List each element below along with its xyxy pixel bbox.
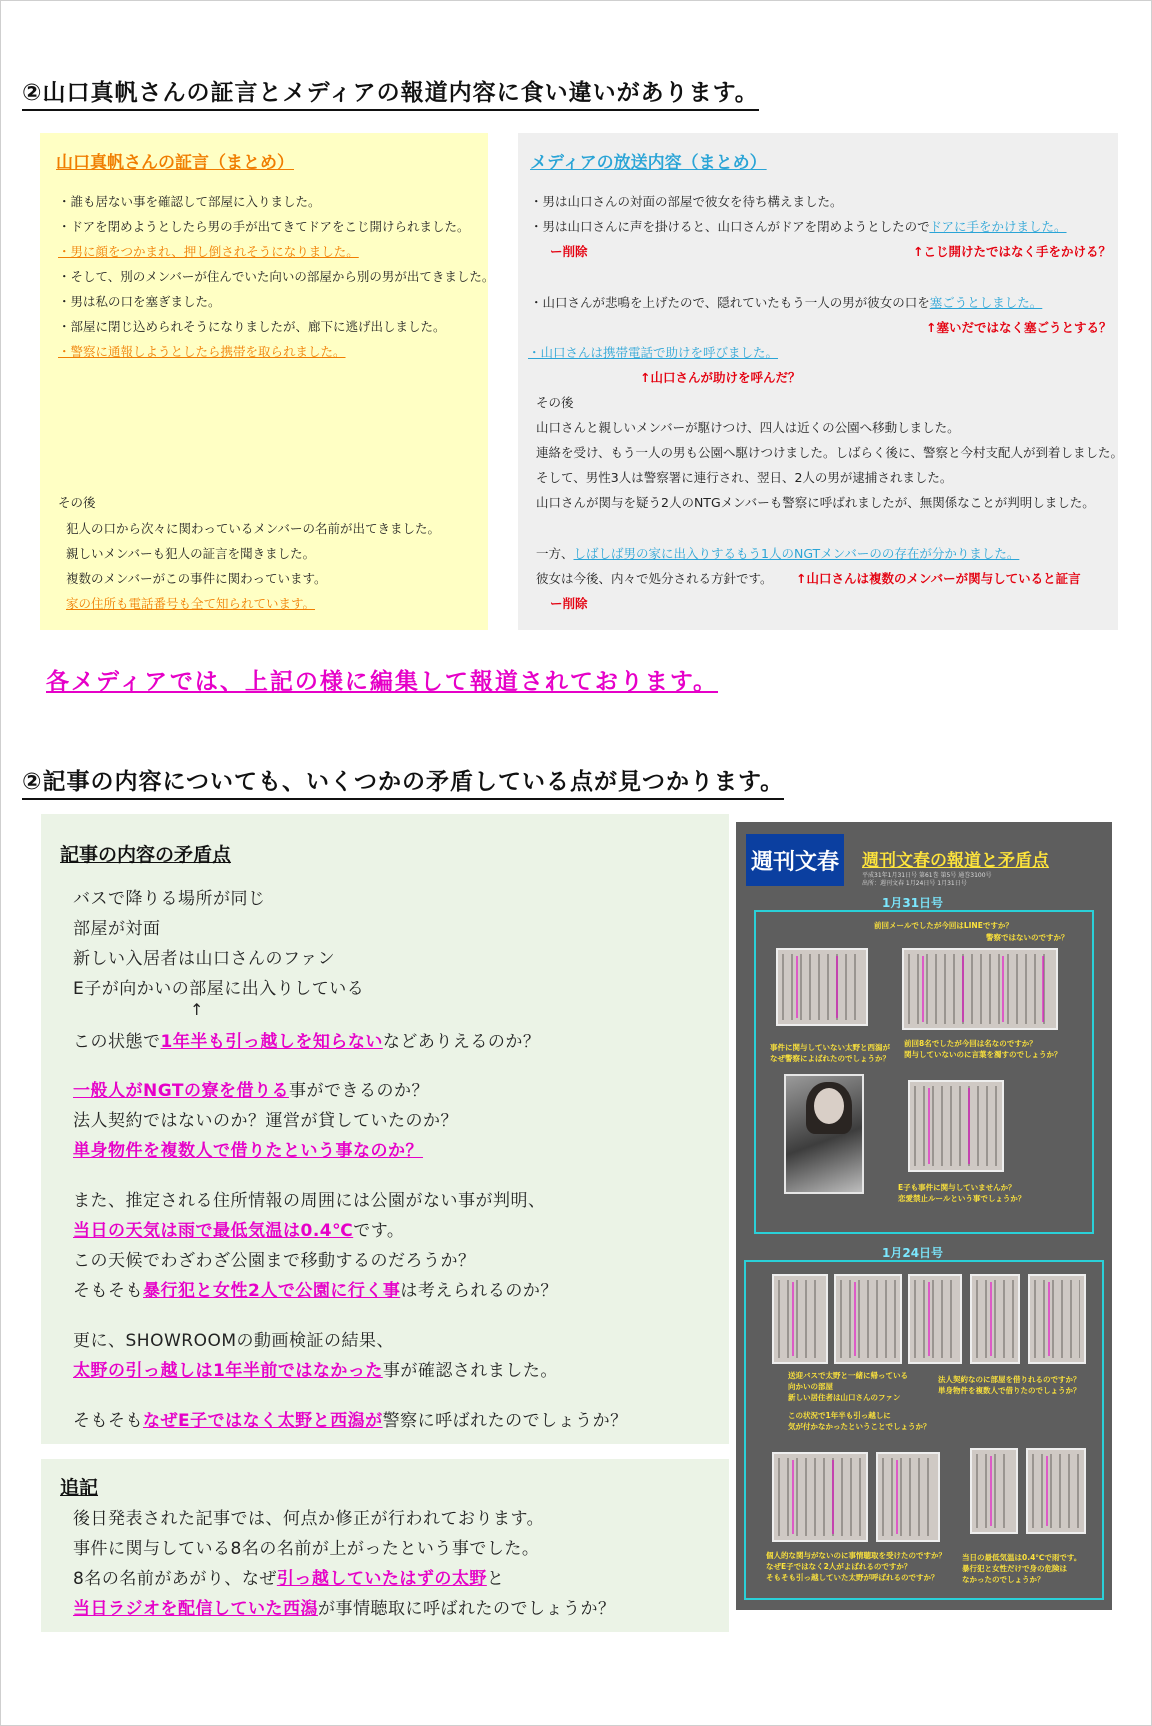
contradiction-line: また、推定される住所情報の周囲には公園がない事が判明、 [73, 1191, 546, 1211]
article-clipping [1026, 1448, 1086, 1534]
addendum-line: 後日発表された記事では、何点か修正が行われております。 [73, 1509, 545, 1529]
contradiction-question: 当日の天気は雨で最低気温は0.4℃です。 [73, 1221, 405, 1241]
collage-annotation: 事件に関与していない太野と西潟が なぜ警察によばれたのでしょうか？ [770, 1043, 890, 1063]
media-question-note: ↑山口さんは複数のメンバーが関与していると証言 [796, 571, 1081, 586]
contradiction-line: 法人契約ではないのか？運営が貸していたのか？ [73, 1111, 458, 1131]
media-after-item: 山口さんが関与を疑う2人のNTGメンバーも警察に呼ばれましたが、無関係なことが判明しました。 [536, 495, 1095, 510]
collage-annotation: 個人的な関与がないのに事情聴取を受けたのですか？ なぜE子ではなく2人がよばれるのですか？ そもそも引っ越していた太野が呼ばれるのですか？ [766, 1551, 946, 1582]
article-clipping [772, 1452, 868, 1542]
addendum-line: 当日ラジオを配信していた西潟が事情聴取に呼ばれたのでしょうか？ [73, 1599, 616, 1619]
media-panel [518, 133, 1124, 630]
media-title: メディアの放送内容（まとめ） [530, 153, 767, 173]
issue-label-0124: 1月24日号 [882, 1246, 944, 1260]
media-delete-note: ー削除 [550, 244, 588, 259]
testimony-after-item-highlight: 家の住所も電話番号も全て知られています。 [66, 596, 316, 611]
member-photo [784, 1074, 864, 1194]
collage-annotation: この状況で1年半も引っ越しに 気が付かなかったということでしょうか？ [788, 1411, 931, 1431]
issue-box-0124 [744, 1260, 1104, 1600]
contradiction-question: 太野の引っ越しは1年半前ではなかった事が確認されました。 [73, 1361, 558, 1381]
collage-annotation: 送迎バスで太野と一緒に帰っている 向かいの部屋 新しい居住者は山口さんのファン [788, 1371, 908, 1402]
testimony-after-item: 複数のメンバーがこの事件に関わっています。 [66, 571, 327, 586]
testimony-item: ・誰も居ない事を確認して部屋に入りました。 [58, 194, 321, 209]
article-clipping [970, 1448, 1018, 1534]
collage-annotation: 当日の最低気温は0.4℃で雨です。 暴行犯と女性だけで身の危険は なかったのでしょうか？ [962, 1553, 1082, 1584]
collage-annotation: 前回メールでしたが今回はLINEですか？ [874, 921, 1013, 930]
contradiction-line: バスで降りる場所が同じ [73, 889, 266, 909]
contradiction-question: そもそも暴行犯と女性2人で公園に行く事は考えられるのか？ [73, 1281, 558, 1301]
collage-annotation: E子も事件に関与していませんか？ 恋愛禁止ルールという事でしょうか？ [898, 1183, 1026, 1203]
issue-label-0131: 1月31日号 [882, 896, 944, 910]
bunshun-collage [736, 822, 1112, 1610]
contradiction-line: この天候でわざわざ公園まで移動するのだろうか？ [73, 1251, 476, 1271]
article-clipping [776, 948, 868, 1026]
summary-statement: 各メディアでは、上記の様に編集して報道されております。 [46, 669, 719, 695]
addendum-title: 追記 [60, 1477, 99, 1499]
media-item: ・男は山口さんに声を掛けると、山口さんがドアを閉めようとしたのでドアに手をかけました。 [530, 219, 1067, 234]
media-item-highlight: ・山口さんは携帯電話で助けを呼びました。 [528, 345, 779, 360]
media-delete-note: ー削除 [550, 596, 588, 611]
issue-box-0131 [754, 910, 1094, 1234]
addendum-line: 事件に関与している8名の名前が上がったという事でした。 [73, 1539, 540, 1559]
contradictions-title: 記事の内容の矛盾点 [60, 844, 232, 866]
testimony-after-label: その後 [58, 495, 96, 510]
contradiction-question: 単身物件を複数人で借りたという事なのか？ [73, 1141, 423, 1161]
article-clipping [1028, 1274, 1086, 1364]
media-item: ・男は山口さんの対面の部屋で彼女を待ち構えました。 [530, 194, 843, 209]
media-question-note: ↑塞いだではなく塞ごうとする？ [926, 320, 1112, 335]
section2-heading: ②記事の内容についても、いくつかの矛盾している点が見つかります。 [22, 763, 784, 800]
testimony-item: ・そして、別のメンバーが住んでいた向いの部屋から別の男が出てきました。 [58, 269, 495, 284]
testimony-item: ・部屋に閉じ込められそうになりましたが、廊下に逃げ出しました。 [58, 319, 446, 334]
collage-annotation: 前回8名でしたが今回は名なのですか？ 関与していないのに言葉を濁すのでしょうか？ [904, 1039, 1062, 1059]
media-question-note: ↑山口さんが助けを呼んだ？ [640, 370, 801, 385]
media-after-item: 連絡を受け、もう一人の男も公園へ駆けつけました。しばらく後に、警察と今村支配人が到着しました。 [536, 445, 1124, 460]
article-clipping [772, 1274, 828, 1364]
article-clipping [876, 1452, 940, 1542]
addendum-line: 8名の名前があがり、なぜ引っ越していたはずの太野と [73, 1569, 505, 1589]
testimony-after-item: 犯人の口から次々に関わっているメンバーの名前が出てきました。 [66, 521, 441, 536]
media-item: ・山口さんが悲鳴を上げたので、隠れていたもう一人の男が彼女の口を塞ごうとしました。 [530, 295, 1043, 310]
testimony-after-item: 親しいメンバーも犯人の証言を聞きました。 [66, 546, 316, 561]
media-after-label: その後 [536, 395, 574, 410]
contradiction-question: 一般人がNGTの寮を借りる事ができるのか？ [73, 1081, 429, 1101]
article-clipping [908, 1080, 1004, 1172]
testimony-item: ・男は私の口を塞ぎました。 [58, 294, 221, 309]
media-item: 一方、しばしば男の家に出入りするもう1人のNGTメンバーのの存在が分かりました。 [536, 546, 1020, 561]
media-after-item: 山口さんと親しいメンバーが駆けつけ、四人は近くの公園へ移動しました。 [536, 420, 960, 435]
testimony-item-highlight: ・男に顔をつかまれ、押し倒されそうになりました。 [58, 244, 359, 259]
testimony-panel [40, 133, 495, 630]
contradiction-line: 新しい入居者は山口さんのファン [73, 949, 336, 969]
media-after-item: そして、男性3人は警察署に連行され、翌日、2人の男が逮捕されました。 [536, 470, 953, 485]
article-clipping [970, 1274, 1020, 1364]
article-clipping [902, 948, 1058, 1030]
collage-annotation: 法人契約なのに部屋を借りれるのですか？ 単身物件を複数人で借りたのでしょうか？ [938, 1375, 1081, 1395]
up-arrow-icon: ↑ [190, 1000, 204, 1019]
collage-subtitle: 平成31年1月31日号 第61巻 第5号 通巻3100号 [862, 872, 992, 879]
article-clipping [908, 1274, 962, 1364]
collage-annotation: 警察ではないのですか？ [986, 933, 1069, 942]
media-item: 彼女は今後、内々で処分される方針です。 [536, 571, 773, 586]
media-question-note: ↑こじ開けたではなく手をかける？ [913, 244, 1111, 259]
testimony-item-highlight: ・警察に通報しようとしたら携帯を取られました。 [58, 344, 346, 359]
contradiction-line: 部屋が対面 [73, 919, 161, 939]
testimony-title: 山口真帆さんの証言（まとめ） [56, 153, 294, 173]
collage-title: 週刊文春の報道と矛盾点 [862, 851, 1049, 871]
contradiction-line: 更に、SHOWROOMの動画検証の結果、 [73, 1331, 395, 1351]
contradiction-question: この状態で1年半も引っ越しを知らないなどありえるのか？ [73, 1032, 541, 1052]
section1-heading: ②山口真帆さんの証言とメディアの報道内容に食い違いがあります。 [22, 74, 759, 111]
article-clipping [834, 1274, 902, 1364]
contradiction-question: そもそもなぜE子ではなく太野と西潟が警察に呼ばれたのでしょうか？ [73, 1411, 628, 1431]
contradiction-line: E子が向かいの部屋に出入りしている [73, 979, 365, 999]
testimony-item: ・ドアを閉めようとしたら男の手が出てきてドアをこじ開けられました。 [58, 219, 470, 234]
collage-subtitle: 出所：週刊文春 1月24日号 1月31日号 [862, 880, 967, 887]
bunshun-logo: 週刊文春 [746, 834, 844, 886]
